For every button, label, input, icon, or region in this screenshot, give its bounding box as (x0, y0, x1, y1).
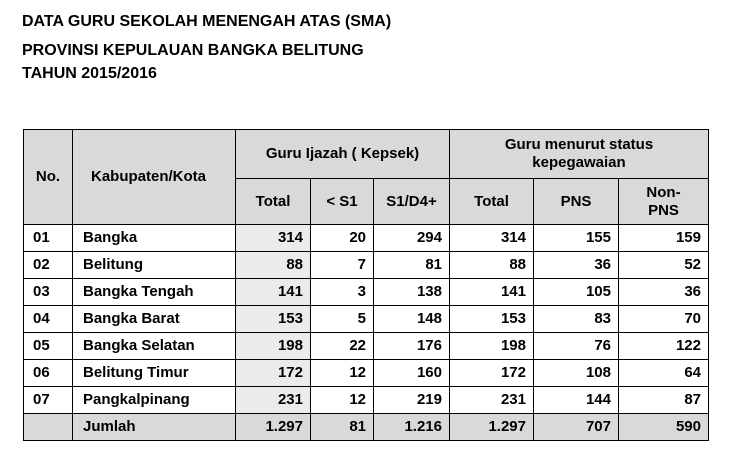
header-status-pns: PNS (534, 179, 619, 225)
cell-nonpns: 159 (619, 225, 709, 252)
cell-pns: 144 (534, 387, 619, 414)
total-ijazah-total: 1.297 (236, 414, 311, 441)
table-row (24, 252, 709, 279)
cell-s1d4: 148 (374, 306, 450, 333)
total-pns: 707 (534, 414, 619, 441)
cell-s1d4: 160 (374, 360, 450, 387)
cell-nonpns: 70 (619, 306, 709, 333)
header-ijazah-s1d4: S1/D4+ (374, 179, 450, 225)
teacher-data-table (23, 129, 709, 441)
table-row (24, 306, 709, 333)
cell-ijazah-total: 141 (236, 279, 311, 306)
cell-ijazah-total: 198 (236, 333, 311, 360)
table-row (24, 387, 709, 414)
table-body (24, 225, 709, 414)
cell-nonpns: 87 (619, 387, 709, 414)
cell-no: 03 (24, 279, 73, 306)
cell-s1d4: 81 (374, 252, 450, 279)
document-title: DATA GURU SEKOLAH MENENGAH ATAS (SMA) (22, 13, 392, 30)
cell-pns: 36 (534, 252, 619, 279)
cell-kabupaten: Bangka (73, 225, 236, 252)
total-nonpns: 590 (619, 414, 709, 441)
total-s1d4: 1.216 (374, 414, 450, 441)
header-status-total: Total (450, 179, 534, 225)
cell-s1d4: 219 (374, 387, 450, 414)
cell-ijazah-total: 88 (236, 252, 311, 279)
cell-ijazah-total: 153 (236, 306, 311, 333)
table-row (24, 360, 709, 387)
table-header (24, 130, 709, 225)
header-group-ijazah: Guru Ijazah ( Kepsek) (236, 130, 450, 179)
total-label: Jumlah (73, 414, 236, 441)
cell-pns: 105 (534, 279, 619, 306)
header-ijazah-lt-s1: < S1 (311, 179, 374, 225)
total-row (24, 414, 709, 441)
cell-status-total: 172 (450, 360, 534, 387)
cell-nonpns: 36 (619, 279, 709, 306)
cell-kabupaten: Belitung (73, 252, 236, 279)
cell-lt-s1: 20 (311, 225, 374, 252)
cell-s1d4: 294 (374, 225, 450, 252)
cell-lt-s1: 22 (311, 333, 374, 360)
cell-pns: 155 (534, 225, 619, 252)
cell-lt-s1: 3 (311, 279, 374, 306)
cell-ijazah-total: 231 (236, 387, 311, 414)
table-row (24, 333, 709, 360)
cell-status-total: 198 (450, 333, 534, 360)
cell-status-total: 153 (450, 306, 534, 333)
cell-pns: 108 (534, 360, 619, 387)
table-footer (24, 414, 709, 441)
cell-status-total: 231 (450, 387, 534, 414)
total-no-empty (24, 414, 73, 441)
table-row (24, 279, 709, 306)
cell-pns: 76 (534, 333, 619, 360)
cell-lt-s1: 7 (311, 252, 374, 279)
cell-kabupaten: Bangka Tengah (73, 279, 236, 306)
cell-nonpns: 122 (619, 333, 709, 360)
cell-no: 05 (24, 333, 73, 360)
cell-no: 01 (24, 225, 73, 252)
cell-s1d4: 138 (374, 279, 450, 306)
cell-ijazah-total: 172 (236, 360, 311, 387)
cell-lt-s1: 5 (311, 306, 374, 333)
cell-status-total: 314 (450, 225, 534, 252)
document-subtitle-year: TAHUN 2015/2016 (22, 65, 157, 82)
cell-nonpns: 52 (619, 252, 709, 279)
cell-kabupaten: Bangka Barat (73, 306, 236, 333)
header-no: No. (24, 130, 73, 225)
document-subtitle-province: PROVINSI KEPULAUAN BANGKA BELITUNG (22, 42, 364, 59)
cell-lt-s1: 12 (311, 387, 374, 414)
cell-status-total: 141 (450, 279, 534, 306)
cell-kabupaten: Belitung Timur (73, 360, 236, 387)
cell-lt-s1: 12 (311, 360, 374, 387)
cell-s1d4: 176 (374, 333, 450, 360)
total-status-total: 1.297 (450, 414, 534, 441)
header-ijazah-total: Total (236, 179, 311, 225)
cell-no: 07 (24, 387, 73, 414)
cell-kabupaten: Pangkalpinang (73, 387, 236, 414)
cell-status-total: 88 (450, 252, 534, 279)
header-status-nonpns: Non-PNS (619, 179, 709, 225)
cell-no: 04 (24, 306, 73, 333)
cell-no: 06 (24, 360, 73, 387)
cell-no: 02 (24, 252, 73, 279)
header-group-status: Guru menurut status kepegawaian (450, 130, 709, 179)
header-kabupaten: Kabupaten/Kota (73, 130, 236, 225)
cell-nonpns: 64 (619, 360, 709, 387)
table-row (24, 225, 709, 252)
total-lt-s1: 81 (311, 414, 374, 441)
cell-pns: 83 (534, 306, 619, 333)
cell-ijazah-total: 314 (236, 225, 311, 252)
cell-kabupaten: Bangka Selatan (73, 333, 236, 360)
